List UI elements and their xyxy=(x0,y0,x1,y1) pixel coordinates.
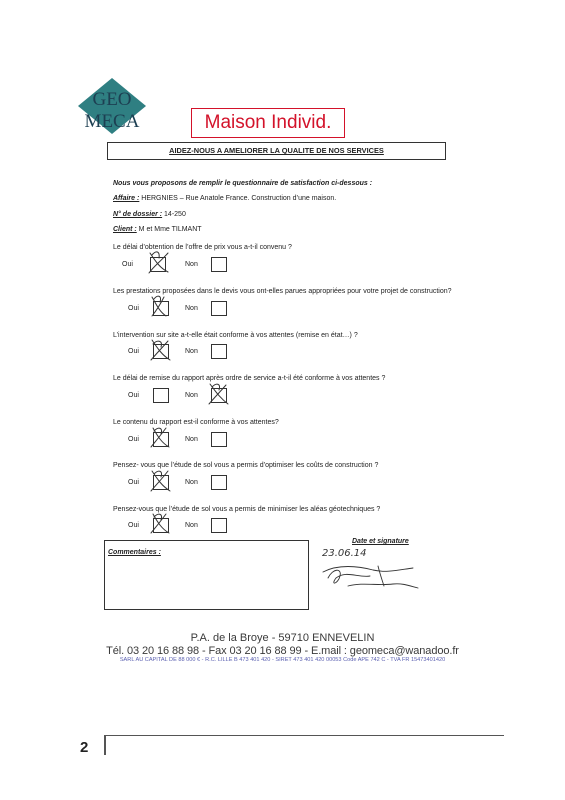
comments-box[interactable] xyxy=(104,540,309,610)
q1-check-mark xyxy=(149,252,168,273)
footer-contact: Tél. 03 20 16 88 98 - Fax 03 20 16 88 99 - E.mail : geomeca@wanadoo.fr xyxy=(106,645,459,657)
signature-date: 23.06.14 xyxy=(322,548,367,559)
question-3-text: L’intervention sur site a-t-elle était conforme à vos attentes (remise en état…) ? xyxy=(113,332,358,339)
q2-check-mark xyxy=(152,296,166,316)
question-5-text: Le contenu du rapport est-il conforme à vos attentes? xyxy=(113,419,279,426)
q4-check-mark xyxy=(209,384,228,404)
q2-oui-label: Oui xyxy=(128,305,139,312)
client-label: Client : xyxy=(113,226,137,233)
question-7-text: Pensez-vous que l’étude de sol vous a permis de minimiser les aléas géotechniques ? xyxy=(113,506,381,513)
footer-address: P.A. de la Broye - 59710 ENNEVELIN xyxy=(190,632,375,644)
q1-oui-label: Oui xyxy=(122,261,133,268)
q3-non-label: Non xyxy=(185,348,198,355)
dossier-label: N° de dossier : xyxy=(113,211,163,218)
q6-oui-label: Oui xyxy=(128,479,139,486)
page-divider xyxy=(104,735,504,736)
logo-line2: MECA xyxy=(84,111,140,132)
q3-oui-label: Oui xyxy=(128,348,139,355)
question-4-text: Le délai de remise du rapport après ordre de service a-t-il été conforme à vos attentes ? xyxy=(113,375,386,382)
q6-check-mark xyxy=(151,471,170,491)
intro-text: Nous vous proposons de remplir le questionnaire de satisfaction ci-dessous : xyxy=(113,180,373,187)
question-2-text: Les prestations proposées dans le devis vous ont-elles parues appropriées pour votre projet de construction? xyxy=(113,288,452,295)
comments-label: Commentaires : xyxy=(108,549,161,556)
affaire-value: HERGNIES – Rue Anatole France. Construction d’une maison. xyxy=(139,195,337,202)
q7-non-label: Non xyxy=(185,522,198,529)
affaire-label: Affaire : xyxy=(113,195,140,202)
page-number-bar xyxy=(104,735,106,755)
q7-oui-label: Oui xyxy=(128,522,139,529)
q2-non-label: Non xyxy=(185,305,198,312)
dossier-value: 14-250 xyxy=(162,211,186,218)
q5-oui-label: Oui xyxy=(128,436,139,443)
page-number: 2 xyxy=(80,739,89,756)
q4-non-label: Non xyxy=(185,392,198,399)
q6-non-label: Non xyxy=(185,479,198,486)
q7-check-mark xyxy=(151,514,169,533)
question-6-text: Pensez- vous que l’étude de sol vous a permis d’optimiser les coûts de construction ? xyxy=(113,462,379,469)
q5-non-label: Non xyxy=(185,436,198,443)
q5-check-mark xyxy=(151,428,169,447)
question-1-text: Le délai d’obtention de l’offre de prix vous a-t-il convenu ? xyxy=(113,244,292,251)
signature-label: Date et signature xyxy=(352,538,409,545)
q3-check-mark xyxy=(151,340,170,360)
q4-oui-label: Oui xyxy=(128,392,139,399)
q1-non-label: Non xyxy=(185,261,198,268)
handwritten-signature xyxy=(318,556,428,596)
client-value: M et Mme TILMANT xyxy=(136,226,202,233)
project-type-tag: Maison Individ. xyxy=(191,108,345,138)
footer-legal: SARL AU CAPITAL DE 88 000 € - R.C. LILLE B 473 401 420 - SIRET 473 401 420 00053 Code APE 742 C - TVA FR 15473401420 xyxy=(119,657,446,663)
logo-line1: GEO xyxy=(92,89,132,110)
document-title: AIDEZ-NOUS A AMELIORER LA QUALITE DE NOS SERVICES xyxy=(107,142,446,160)
